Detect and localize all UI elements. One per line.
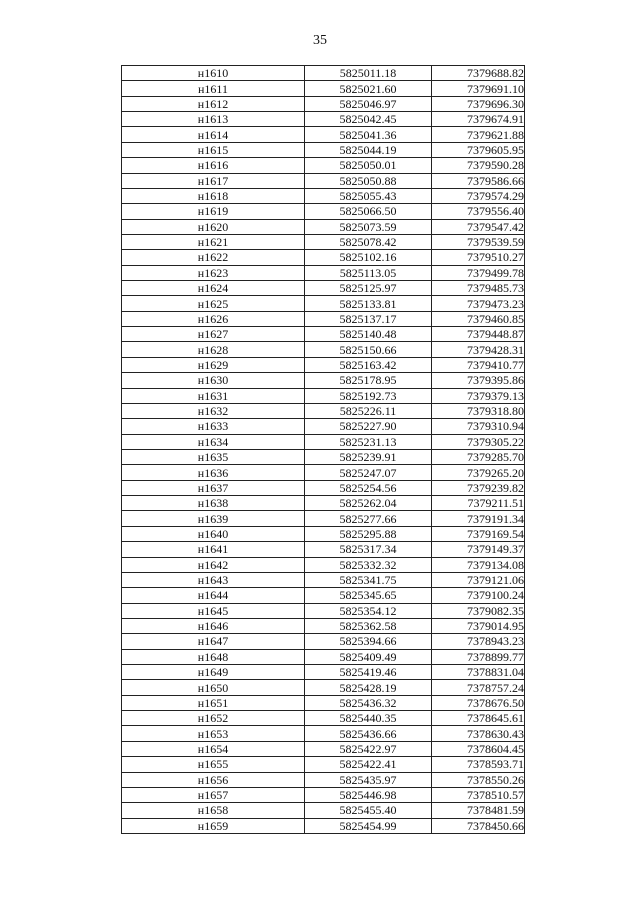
table-row	[122, 680, 525, 695]
point-name-cell: н1631	[122, 388, 305, 403]
y-coordinate-cell: 7379605.95	[432, 142, 525, 157]
table-row	[122, 373, 525, 388]
x-coordinate-cell: 5825354.12	[305, 603, 432, 618]
point-name-cell: н1624	[122, 281, 305, 296]
coordinates-table	[121, 65, 525, 834]
table-row	[122, 112, 525, 127]
y-coordinate-cell: 7379014.95	[432, 618, 525, 633]
x-coordinate-cell: 5825428.19	[305, 680, 432, 695]
x-coordinate-cell: 5825394.66	[305, 634, 432, 649]
x-coordinate-cell: 5825422.41	[305, 757, 432, 772]
table-row	[122, 142, 525, 157]
point-name-cell: н1634	[122, 434, 305, 449]
point-name-cell: н1649	[122, 665, 305, 680]
y-coordinate-cell: 7378604.45	[432, 741, 525, 756]
table-row	[122, 403, 525, 418]
x-coordinate-cell: 5825125.97	[305, 281, 432, 296]
point-name-cell: н1658	[122, 803, 305, 818]
point-name-cell: н1635	[122, 449, 305, 464]
y-coordinate-cell: 7378593.71	[432, 757, 525, 772]
table-row	[122, 388, 525, 403]
x-coordinate-cell: 5825262.04	[305, 496, 432, 511]
point-name-cell: н1626	[122, 311, 305, 326]
table-row	[122, 127, 525, 142]
table-row	[122, 511, 525, 526]
table-row	[122, 357, 525, 372]
table-row	[122, 603, 525, 618]
point-name-cell: н1652	[122, 711, 305, 726]
y-coordinate-cell: 7379674.91	[432, 112, 525, 127]
x-coordinate-cell: 5825044.19	[305, 142, 432, 157]
x-coordinate-cell: 5825140.48	[305, 327, 432, 342]
y-coordinate-cell: 7379499.78	[432, 265, 525, 280]
table-row	[122, 188, 525, 203]
x-coordinate-cell: 5825454.99	[305, 818, 432, 833]
y-coordinate-cell: 7378630.43	[432, 726, 525, 741]
table-row	[122, 327, 525, 342]
x-coordinate-cell: 5825226.11	[305, 403, 432, 418]
x-coordinate-cell: 5825050.01	[305, 158, 432, 173]
table-row	[122, 158, 525, 173]
y-coordinate-cell: 7379485.73	[432, 281, 525, 296]
y-coordinate-cell: 7379395.86	[432, 373, 525, 388]
table-row	[122, 480, 525, 495]
point-name-cell: н1623	[122, 265, 305, 280]
point-name-cell: н1654	[122, 741, 305, 756]
y-coordinate-cell: 7379586.66	[432, 173, 525, 188]
table-row	[122, 66, 525, 81]
table-row	[122, 695, 525, 710]
x-coordinate-cell: 5825192.73	[305, 388, 432, 403]
table-row	[122, 741, 525, 756]
table-row	[122, 649, 525, 664]
table-row	[122, 434, 525, 449]
point-name-cell: н1655	[122, 757, 305, 772]
x-coordinate-cell: 5825041.36	[305, 127, 432, 142]
point-name-cell: н1615	[122, 142, 305, 157]
point-name-cell: н1645	[122, 603, 305, 618]
x-coordinate-cell: 5825422.97	[305, 741, 432, 756]
table-row	[122, 265, 525, 280]
y-coordinate-cell: 7378450.66	[432, 818, 525, 833]
table-row	[122, 449, 525, 464]
y-coordinate-cell: 7378943.23	[432, 634, 525, 649]
page-number: 35	[313, 33, 327, 48]
x-coordinate-cell: 5825178.95	[305, 373, 432, 388]
y-coordinate-cell: 7379305.22	[432, 434, 525, 449]
y-coordinate-cell: 7379510.27	[432, 250, 525, 265]
x-coordinate-cell: 5825137.17	[305, 311, 432, 326]
y-coordinate-cell: 7379691.10	[432, 81, 525, 96]
table-row	[122, 81, 525, 96]
y-coordinate-cell: 7379696.30	[432, 96, 525, 111]
x-coordinate-cell: 5825436.66	[305, 726, 432, 741]
table-row	[122, 342, 525, 357]
point-name-cell: н1638	[122, 496, 305, 511]
point-name-cell: н1622	[122, 250, 305, 265]
x-coordinate-cell: 5825046.97	[305, 96, 432, 111]
y-coordinate-cell: 7379590.28	[432, 158, 525, 173]
x-coordinate-cell: 5825341.75	[305, 572, 432, 587]
table-row	[122, 419, 525, 434]
x-coordinate-cell: 5825345.65	[305, 588, 432, 603]
x-coordinate-cell: 5825078.42	[305, 234, 432, 249]
table-row	[122, 542, 525, 557]
point-name-cell: н1617	[122, 173, 305, 188]
x-coordinate-cell: 5825021.60	[305, 81, 432, 96]
x-coordinate-cell: 5825133.81	[305, 296, 432, 311]
y-coordinate-cell: 7379134.08	[432, 557, 525, 572]
y-coordinate-cell: 7379547.42	[432, 219, 525, 234]
y-coordinate-cell: 7379556.40	[432, 204, 525, 219]
y-coordinate-cell: 7379688.82	[432, 66, 525, 81]
y-coordinate-cell: 7378757.24	[432, 680, 525, 695]
y-coordinate-cell: 7379410.77	[432, 357, 525, 372]
x-coordinate-cell: 5825239.91	[305, 449, 432, 464]
point-name-cell: н1636	[122, 465, 305, 480]
x-coordinate-cell: 5825362.58	[305, 618, 432, 633]
table-row	[122, 496, 525, 511]
y-coordinate-cell: 7379621.88	[432, 127, 525, 142]
y-coordinate-cell: 7378510.57	[432, 787, 525, 802]
point-name-cell: н1621	[122, 234, 305, 249]
y-coordinate-cell: 7379448.87	[432, 327, 525, 342]
x-coordinate-cell: 5825436.32	[305, 695, 432, 710]
point-name-cell: н1646	[122, 618, 305, 633]
y-coordinate-cell: 7379318.80	[432, 403, 525, 418]
x-coordinate-cell: 5825150.66	[305, 342, 432, 357]
table-row	[122, 803, 525, 818]
point-name-cell: н1644	[122, 588, 305, 603]
y-coordinate-cell: 7378899.77	[432, 649, 525, 664]
table-row	[122, 296, 525, 311]
y-coordinate-cell: 7378831.04	[432, 665, 525, 680]
x-coordinate-cell: 5825227.90	[305, 419, 432, 434]
point-name-cell: н1637	[122, 480, 305, 495]
point-name-cell: н1630	[122, 373, 305, 388]
x-coordinate-cell: 5825050.88	[305, 173, 432, 188]
y-coordinate-cell: 7379285.70	[432, 449, 525, 464]
y-coordinate-cell: 7379149.37	[432, 542, 525, 557]
table-row	[122, 96, 525, 111]
table-row	[122, 465, 525, 480]
x-coordinate-cell: 5825295.88	[305, 526, 432, 541]
table-row	[122, 787, 525, 802]
table-row	[122, 311, 525, 326]
point-name-cell: н1619	[122, 204, 305, 219]
y-coordinate-cell: 7379082.35	[432, 603, 525, 618]
point-name-cell: н1629	[122, 357, 305, 372]
x-coordinate-cell: 5825231.13	[305, 434, 432, 449]
table-row	[122, 618, 525, 633]
point-name-cell: н1656	[122, 772, 305, 787]
table-row	[122, 772, 525, 787]
point-name-cell: н1612	[122, 96, 305, 111]
table-row	[122, 711, 525, 726]
x-coordinate-cell: 5825277.66	[305, 511, 432, 526]
y-coordinate-cell: 7379460.85	[432, 311, 525, 326]
y-coordinate-cell: 7378645.61	[432, 711, 525, 726]
table-row	[122, 726, 525, 741]
point-name-cell: н1628	[122, 342, 305, 357]
table-row	[122, 250, 525, 265]
table-row	[122, 572, 525, 587]
x-coordinate-cell: 5825254.56	[305, 480, 432, 495]
x-coordinate-cell: 5825247.07	[305, 465, 432, 480]
point-name-cell: н1653	[122, 726, 305, 741]
x-coordinate-cell: 5825011.18	[305, 66, 432, 81]
y-coordinate-cell: 7379239.82	[432, 480, 525, 495]
point-name-cell: н1647	[122, 634, 305, 649]
y-coordinate-cell: 7379169.54	[432, 526, 525, 541]
table-row	[122, 588, 525, 603]
x-coordinate-cell: 5825435.97	[305, 772, 432, 787]
y-coordinate-cell: 7379473.23	[432, 296, 525, 311]
x-coordinate-cell: 5825055.43	[305, 188, 432, 203]
table-row	[122, 757, 525, 772]
point-name-cell: н1632	[122, 403, 305, 418]
point-name-cell: н1613	[122, 112, 305, 127]
x-coordinate-cell: 5825102.16	[305, 250, 432, 265]
x-coordinate-cell: 5825419.46	[305, 665, 432, 680]
point-name-cell: н1614	[122, 127, 305, 142]
point-name-cell: н1643	[122, 572, 305, 587]
table-row	[122, 234, 525, 249]
point-name-cell: н1641	[122, 542, 305, 557]
table-row	[122, 219, 525, 234]
point-name-cell: н1616	[122, 158, 305, 173]
table-row	[122, 173, 525, 188]
coordinates-table-body	[122, 66, 525, 834]
x-coordinate-cell: 5825446.98	[305, 787, 432, 802]
point-name-cell: н1611	[122, 81, 305, 96]
table-row	[122, 818, 525, 833]
x-coordinate-cell: 5825163.42	[305, 357, 432, 372]
point-name-cell: н1642	[122, 557, 305, 572]
y-coordinate-cell: 7379539.59	[432, 234, 525, 249]
y-coordinate-cell: 7379265.20	[432, 465, 525, 480]
point-name-cell: н1639	[122, 511, 305, 526]
y-coordinate-cell: 7379428.31	[432, 342, 525, 357]
table-row	[122, 665, 525, 680]
table-row	[122, 526, 525, 541]
x-coordinate-cell: 5825317.34	[305, 542, 432, 557]
y-coordinate-cell: 7378676.50	[432, 695, 525, 710]
point-name-cell: н1651	[122, 695, 305, 710]
y-coordinate-cell: 7379121.06	[432, 572, 525, 587]
point-name-cell: н1610	[122, 66, 305, 81]
y-coordinate-cell: 7379100.24	[432, 588, 525, 603]
x-coordinate-cell: 5825042.45	[305, 112, 432, 127]
y-coordinate-cell: 7379211.51	[432, 496, 525, 511]
y-coordinate-cell: 7378550.26	[432, 772, 525, 787]
point-name-cell: н1633	[122, 419, 305, 434]
x-coordinate-cell: 5825073.59	[305, 219, 432, 234]
point-name-cell: н1640	[122, 526, 305, 541]
x-coordinate-cell: 5825332.32	[305, 557, 432, 572]
y-coordinate-cell: 7379191.34	[432, 511, 525, 526]
point-name-cell: н1627	[122, 327, 305, 342]
x-coordinate-cell: 5825113.05	[305, 265, 432, 280]
x-coordinate-cell: 5825409.49	[305, 649, 432, 664]
y-coordinate-cell: 7378481.59	[432, 803, 525, 818]
point-name-cell: н1618	[122, 188, 305, 203]
point-name-cell: н1648	[122, 649, 305, 664]
point-name-cell: н1625	[122, 296, 305, 311]
y-coordinate-cell: 7379310.94	[432, 419, 525, 434]
y-coordinate-cell: 7379574.29	[432, 188, 525, 203]
table-row	[122, 557, 525, 572]
x-coordinate-cell: 5825440.35	[305, 711, 432, 726]
point-name-cell: н1650	[122, 680, 305, 695]
point-name-cell: н1657	[122, 787, 305, 802]
point-name-cell: н1620	[122, 219, 305, 234]
table-row	[122, 204, 525, 219]
x-coordinate-cell: 5825455.40	[305, 803, 432, 818]
table-row	[122, 634, 525, 649]
x-coordinate-cell: 5825066.50	[305, 204, 432, 219]
point-name-cell: н1659	[122, 818, 305, 833]
table-row	[122, 281, 525, 296]
y-coordinate-cell: 7379379.13	[432, 388, 525, 403]
